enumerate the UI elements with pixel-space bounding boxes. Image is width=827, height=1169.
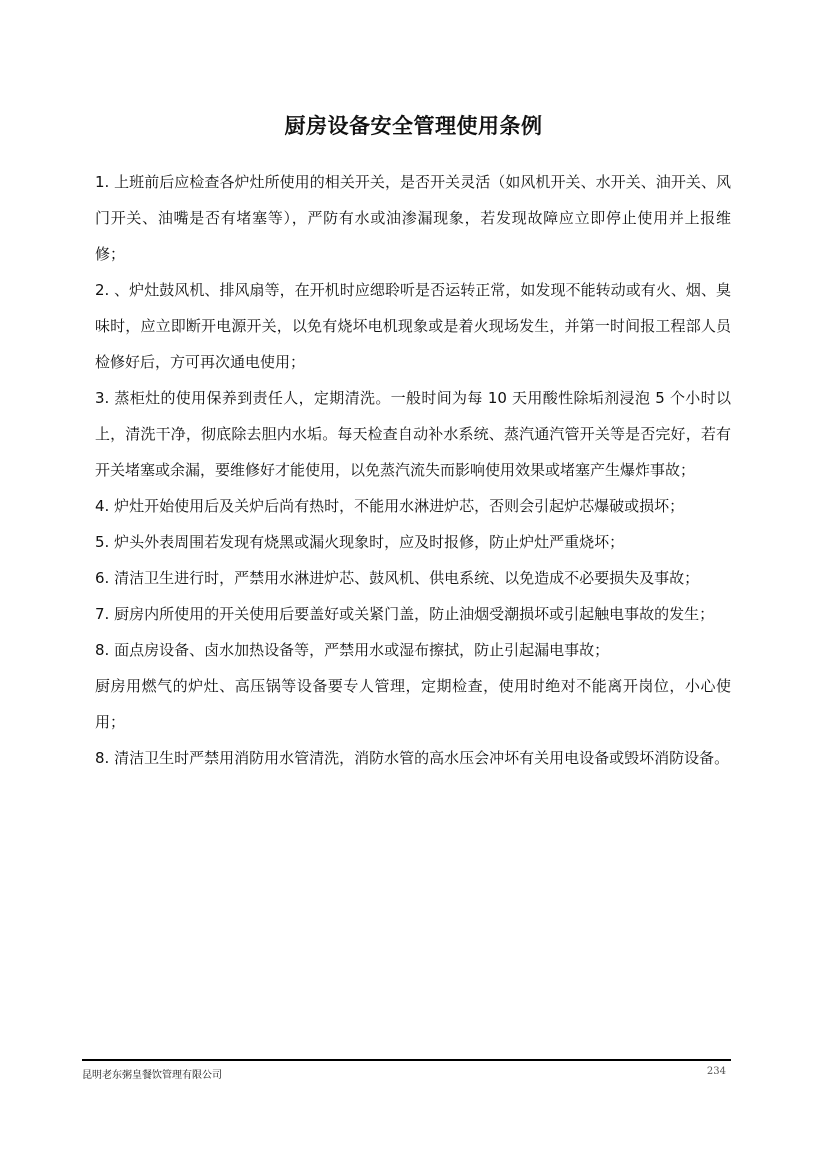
rule-item-gas: 厨房用燃气的炉灶、高压锅等设备要专人管理，定期检查，使用时绝对不能离开岗位，小心使用； bbox=[95, 677, 731, 731]
rule-item-3: 3. 蒸柜灶的使用保养到责任人，定期清洗。一般时间为每 10 天用酸性除垢剂浸泡 5 个小时以上，清洗干净，彻底除去胆内水垢。每天检查自动补水系统、蒸汽通汽管开关等是否完好，若有开关堵塞或余漏，要维修好才能使用，以免蒸汽流失而影响使用效果或堵塞产生爆炸事故； bbox=[95, 389, 731, 479]
rule-item-5: 5. 炉头外表周围若发现有烧黑或漏火现象时，应及时报修，防止炉灶严重烧坏； bbox=[95, 533, 625, 551]
rule-item-6: 6. 清洁卫生进行时，严禁用水淋进炉芯、鼓风机、供电系统、以免造成不必要损失及事故； bbox=[95, 569, 700, 587]
rule-item-8: 8. 面点房设备、卤水加热设备等，严禁用水或湿布擦拭，防止引起漏电事故； bbox=[95, 641, 610, 659]
document-body bbox=[95, 164, 731, 776]
rule-item-2: 2. 、炉灶鼓风机、排风扇等，在开机时应缌聆听是否运转正常，如发现不能转动或有火、烟、臭味时，应立即断开电源开关，以免有烧坏电机现象或是着火现场发生，并第一时间报工程部人员检修好后，方可再次通电使用； bbox=[95, 281, 731, 371]
rule-item-4: 4. 炉灶开始使用后及关炉后尚有热时，不能用水淋进炉芯，否则会引起炉芯爆破或损坏； bbox=[95, 497, 685, 515]
document-title: 厨房设备安全管理使用条例 bbox=[284, 114, 543, 138]
footer-company-name: 昆明老东粥皇餐饮管理有限公司 bbox=[82, 1070, 222, 1081]
page-number: 234 bbox=[706, 1066, 726, 1077]
rule-item-8-fire-hose: 8. 清洁卫生时严禁用消防用水管清洗，消防水管的高水压会冲坏有关用电设备或毁坏消防设备。 bbox=[95, 749, 730, 767]
footer-divider bbox=[82, 1059, 731, 1061]
rule-item-1: 1. 上班前后应检查各炉灶所使用的相关开关，是否开关灵活（如风机开关、水开关、油开关、风门开关、油嘴是否有堵塞等），严防有水或油渗漏现象，若发现故障应立即停止使用并上报维修； bbox=[95, 173, 731, 263]
rule-item-7: 7. 厨房内所使用的开关使用后要盖好或关紧门盖，防止油烟受潮损坏或引起触电事故的发生； bbox=[95, 605, 715, 623]
